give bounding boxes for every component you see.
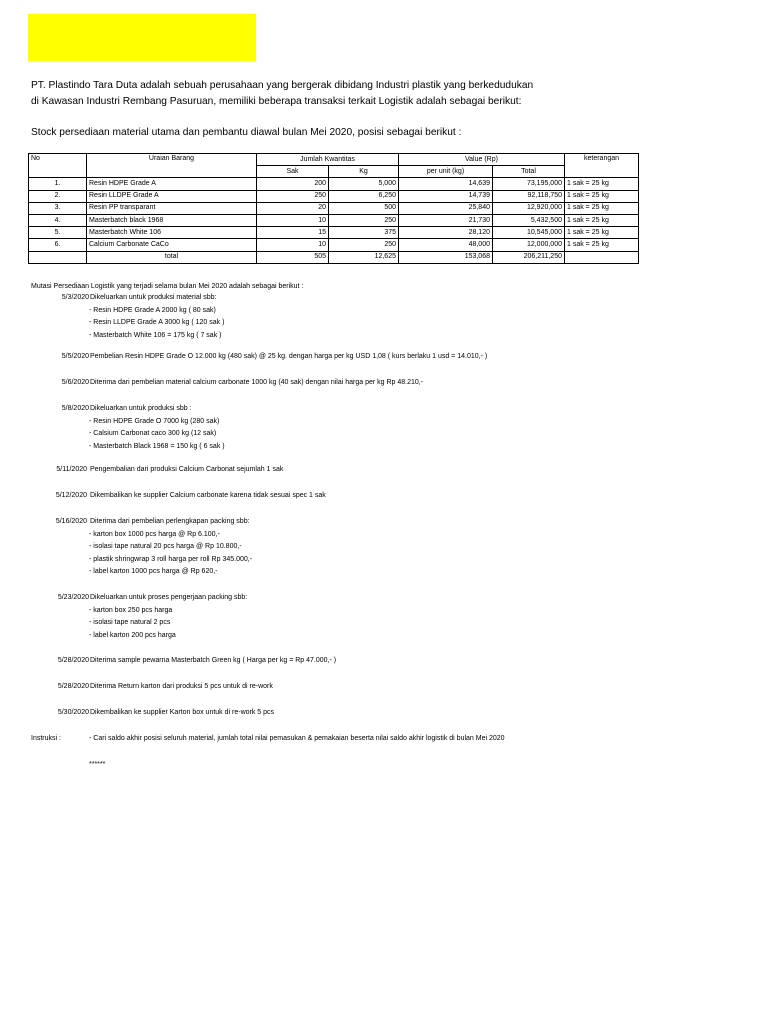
- mutasi-text: Dikeluarkan untuk proses pengerjaan packing sbb:: [90, 594, 248, 601]
- total-sak: 505: [257, 251, 329, 263]
- mutasi-title: Mutasi Persediaan Logistik yang terjadi selama bulan Mei 2020 adalah sebagai berikut :: [31, 283, 304, 290]
- intro-line-2: di Kawasan Industri Rembang Pasuruan, memiliki beberapa transaksi terkait Logistik adalah sebagai berikut:: [31, 96, 522, 107]
- mutasi-sub-item: - Masterbatch Black 1968 = 150 kg ( 6 sak ): [89, 442, 225, 450]
- mutasi-sub-item: - label karton 200 pcs harga: [89, 631, 176, 639]
- mutasi-sub-item: - Resin HDPE Grade A 2000 kg ( 80 sak): [89, 306, 216, 314]
- row-sak: 200: [257, 178, 329, 190]
- intro-line-1: PT. Plastindo Tara Duta adalah sebuah perusahaan yang bergerak dibidang Industri plastik yang berkedudukan: [31, 80, 534, 91]
- row-per-unit: 21,730: [399, 214, 493, 226]
- header-value: Value (Rp): [399, 154, 565, 166]
- row-no: 2.: [29, 190, 87, 202]
- row-item: Masterbatch black 1968: [87, 214, 257, 226]
- total-kg: 12,625: [329, 251, 399, 263]
- row-per-unit: 28,120: [399, 227, 493, 239]
- table-row: [29, 202, 639, 214]
- row-total: 5,432,500: [493, 214, 565, 226]
- row-item: Resin HDPE Grade A: [87, 178, 257, 190]
- row-kg: 250: [329, 214, 399, 226]
- total-label: total: [87, 251, 257, 263]
- header-jumlah: Jumlah Kwantitas: [257, 154, 399, 166]
- mutasi-sub-item: - Resin HDPE Grade O 7000 kg (280 sak): [89, 417, 220, 425]
- row-sak: 15: [257, 227, 329, 239]
- mutasi-sub-item: - plastik shringwrap 3 roll harga per roll Rp 345.000,-: [89, 555, 253, 563]
- row-keterangan: 1 sak = 25 kg: [565, 202, 639, 214]
- mutasi-text: Pengembalian dari produksi Calcium Carbonat sejumlah 1 sak: [90, 466, 284, 473]
- header-per-unit: per unit (kg): [399, 166, 493, 178]
- mutasi-text: Dikeluarkan untuk produksi sbb :: [90, 405, 192, 412]
- mutasi-date: 5/28/2020: [57, 657, 89, 664]
- header-keterangan: keterangan: [565, 154, 639, 178]
- row-no: 6.: [29, 239, 87, 251]
- stock-title: Stock persediaan material utama dan pembantu diawal bulan Mei 2020, posisi sebagai berikut :: [31, 127, 462, 138]
- mutasi-date: 5/23/2020: [57, 594, 89, 601]
- stock-table: [28, 153, 639, 264]
- row-keterangan: 1 sak = 25 kg: [565, 214, 639, 226]
- table-row: [29, 227, 639, 239]
- mutasi-date: 5/5/2020: [61, 353, 89, 360]
- mutasi-sub-item: - isolasi tape natural 20 pcs harga @ Rp 10.800,-: [89, 543, 242, 550]
- row-sak: 250: [257, 190, 329, 202]
- mutasi-sub-item: - isolasi tape natural 2 pcs: [89, 619, 171, 626]
- mutasi-date: 5/16/2020: [55, 518, 87, 525]
- row-sak: 10: [257, 239, 329, 251]
- row-kg: 500: [329, 202, 399, 214]
- mutasi-date: 5/8/2020: [61, 405, 89, 412]
- mutasi-text: Dikembalikan ke supplier Karton box untuk di re-work 5 pcs: [90, 709, 275, 716]
- mutasi-date: 5/11/2020: [56, 466, 87, 473]
- table-total-row: [29, 251, 639, 263]
- header-total: Total: [493, 166, 565, 178]
- row-total: 92,118,750: [493, 190, 565, 202]
- mutasi-sub-item: - Masterbatch White 106 = 175 kg ( 7 sak ): [89, 331, 222, 339]
- mutasi-date: 5/6/2020: [61, 379, 89, 386]
- row-item: Resin PP transparant: [87, 202, 257, 214]
- total-ket-empty: [565, 251, 639, 263]
- table-row: [29, 178, 639, 190]
- instruksi-stars: ******: [89, 761, 106, 768]
- row-per-unit: 14,639: [399, 178, 493, 190]
- row-total: 12,920,000: [493, 202, 565, 214]
- mutasi-sub-item: - Resin LLDPE Grade A 3000 kg ( 120 sak ): [89, 319, 225, 326]
- row-no: 1.: [29, 178, 87, 190]
- total-empty: [29, 251, 87, 263]
- total-per-unit: 153,068: [399, 251, 493, 263]
- row-no: 4.: [29, 214, 87, 226]
- row-keterangan: 1 sak = 25 kg: [565, 178, 639, 190]
- mutasi-date: 5/3/2020: [61, 294, 89, 301]
- row-keterangan: 1 sak = 25 kg: [565, 239, 639, 251]
- table-row: [29, 214, 639, 226]
- row-total: 12,000,000: [493, 239, 565, 251]
- row-sak: 20: [257, 202, 329, 214]
- header-no: No: [29, 154, 87, 178]
- highlight-box: [28, 14, 256, 61]
- row-total: 10,545,000: [493, 227, 565, 239]
- row-sak: 10: [257, 214, 329, 226]
- row-kg: 6,250: [329, 190, 399, 202]
- row-per-unit: 25,840: [399, 202, 493, 214]
- mutasi-text: Pembelian Resin HDPE Grade O 12.000 kg (480 sak) @ 25 kg. dengan harga per kg USD 1,08 ( kurs berlaku 1 usd = 14.010,- ): [90, 353, 488, 360]
- mutasi-sub-item: - label karton 1000 pcs harga @ Rp 620,-: [89, 568, 218, 575]
- header-sak: Sak: [257, 166, 329, 178]
- header-uraian: Uraian Barang: [87, 154, 257, 178]
- instruksi-label: Instruksi :: [31, 735, 61, 742]
- row-per-unit: 48,000: [399, 239, 493, 251]
- row-total: 73,195,000: [493, 178, 565, 190]
- row-kg: 5,000: [329, 178, 399, 190]
- mutasi-text: Diterima dari pembelian perlengkapan packing sbb:: [90, 518, 250, 525]
- row-item: Resin LLDPE Grade A: [87, 190, 257, 202]
- row-kg: 375: [329, 227, 399, 239]
- row-keterangan: 1 sak = 25 kg: [565, 227, 639, 239]
- table-row: [29, 239, 639, 251]
- header-kg: Kg: [329, 166, 399, 178]
- row-item: Calcium Carbonate CaCo: [87, 239, 257, 251]
- row-no: 5.: [29, 227, 87, 239]
- mutasi-text: Dikembalikan ke supplier Calcium carbonate karena tidak sesuai spec 1 sak: [90, 492, 326, 499]
- row-no: 3.: [29, 202, 87, 214]
- row-per-unit: 14,739: [399, 190, 493, 202]
- mutasi-sub-item: - karton box 250 pcs harga: [89, 606, 173, 614]
- mutasi-date: 5/28/2020: [57, 683, 89, 690]
- mutasi-date: 5/30/2020: [57, 709, 89, 716]
- row-item: Masterbatch White 106: [87, 227, 257, 239]
- instruksi-text: - Cari saldo akhir posisi seluruh material, jumlah total nilai pemasukan & pemakaian beserta nilai saldo akhir logistik di bulan Mei 2020: [89, 735, 505, 742]
- mutasi-text: Dikeluarkan untuk produksi material sbb:: [90, 294, 217, 301]
- row-keterangan: 1 sak = 25 kg: [565, 190, 639, 202]
- mutasi-date: 5/12/2020: [55, 492, 87, 499]
- row-kg: 250: [329, 239, 399, 251]
- mutasi-sub-item: - karton box 1000 pcs harga @ Rp 6.100,-: [89, 530, 220, 538]
- table-row: [29, 190, 639, 202]
- mutasi-text: Diterima Return karton dari produksi 5 pcs untuk di re-work: [90, 683, 273, 690]
- table-header-row: [29, 154, 639, 166]
- total-total: 206,211,250: [493, 251, 565, 263]
- mutasi-text: Diterima dari pembelian material calcium carbonate 1000 kg (40 sak) dengan nilai harga per kg Rp 48.210,-: [90, 379, 424, 386]
- mutasi-text: Diterima sample pewarna Masterbatch Green kg ( Harga per kg = Rp 47.000,- ): [90, 657, 337, 664]
- mutasi-sub-item: - Calsium Carbonat caco 300 kg (12 sak): [89, 430, 217, 437]
